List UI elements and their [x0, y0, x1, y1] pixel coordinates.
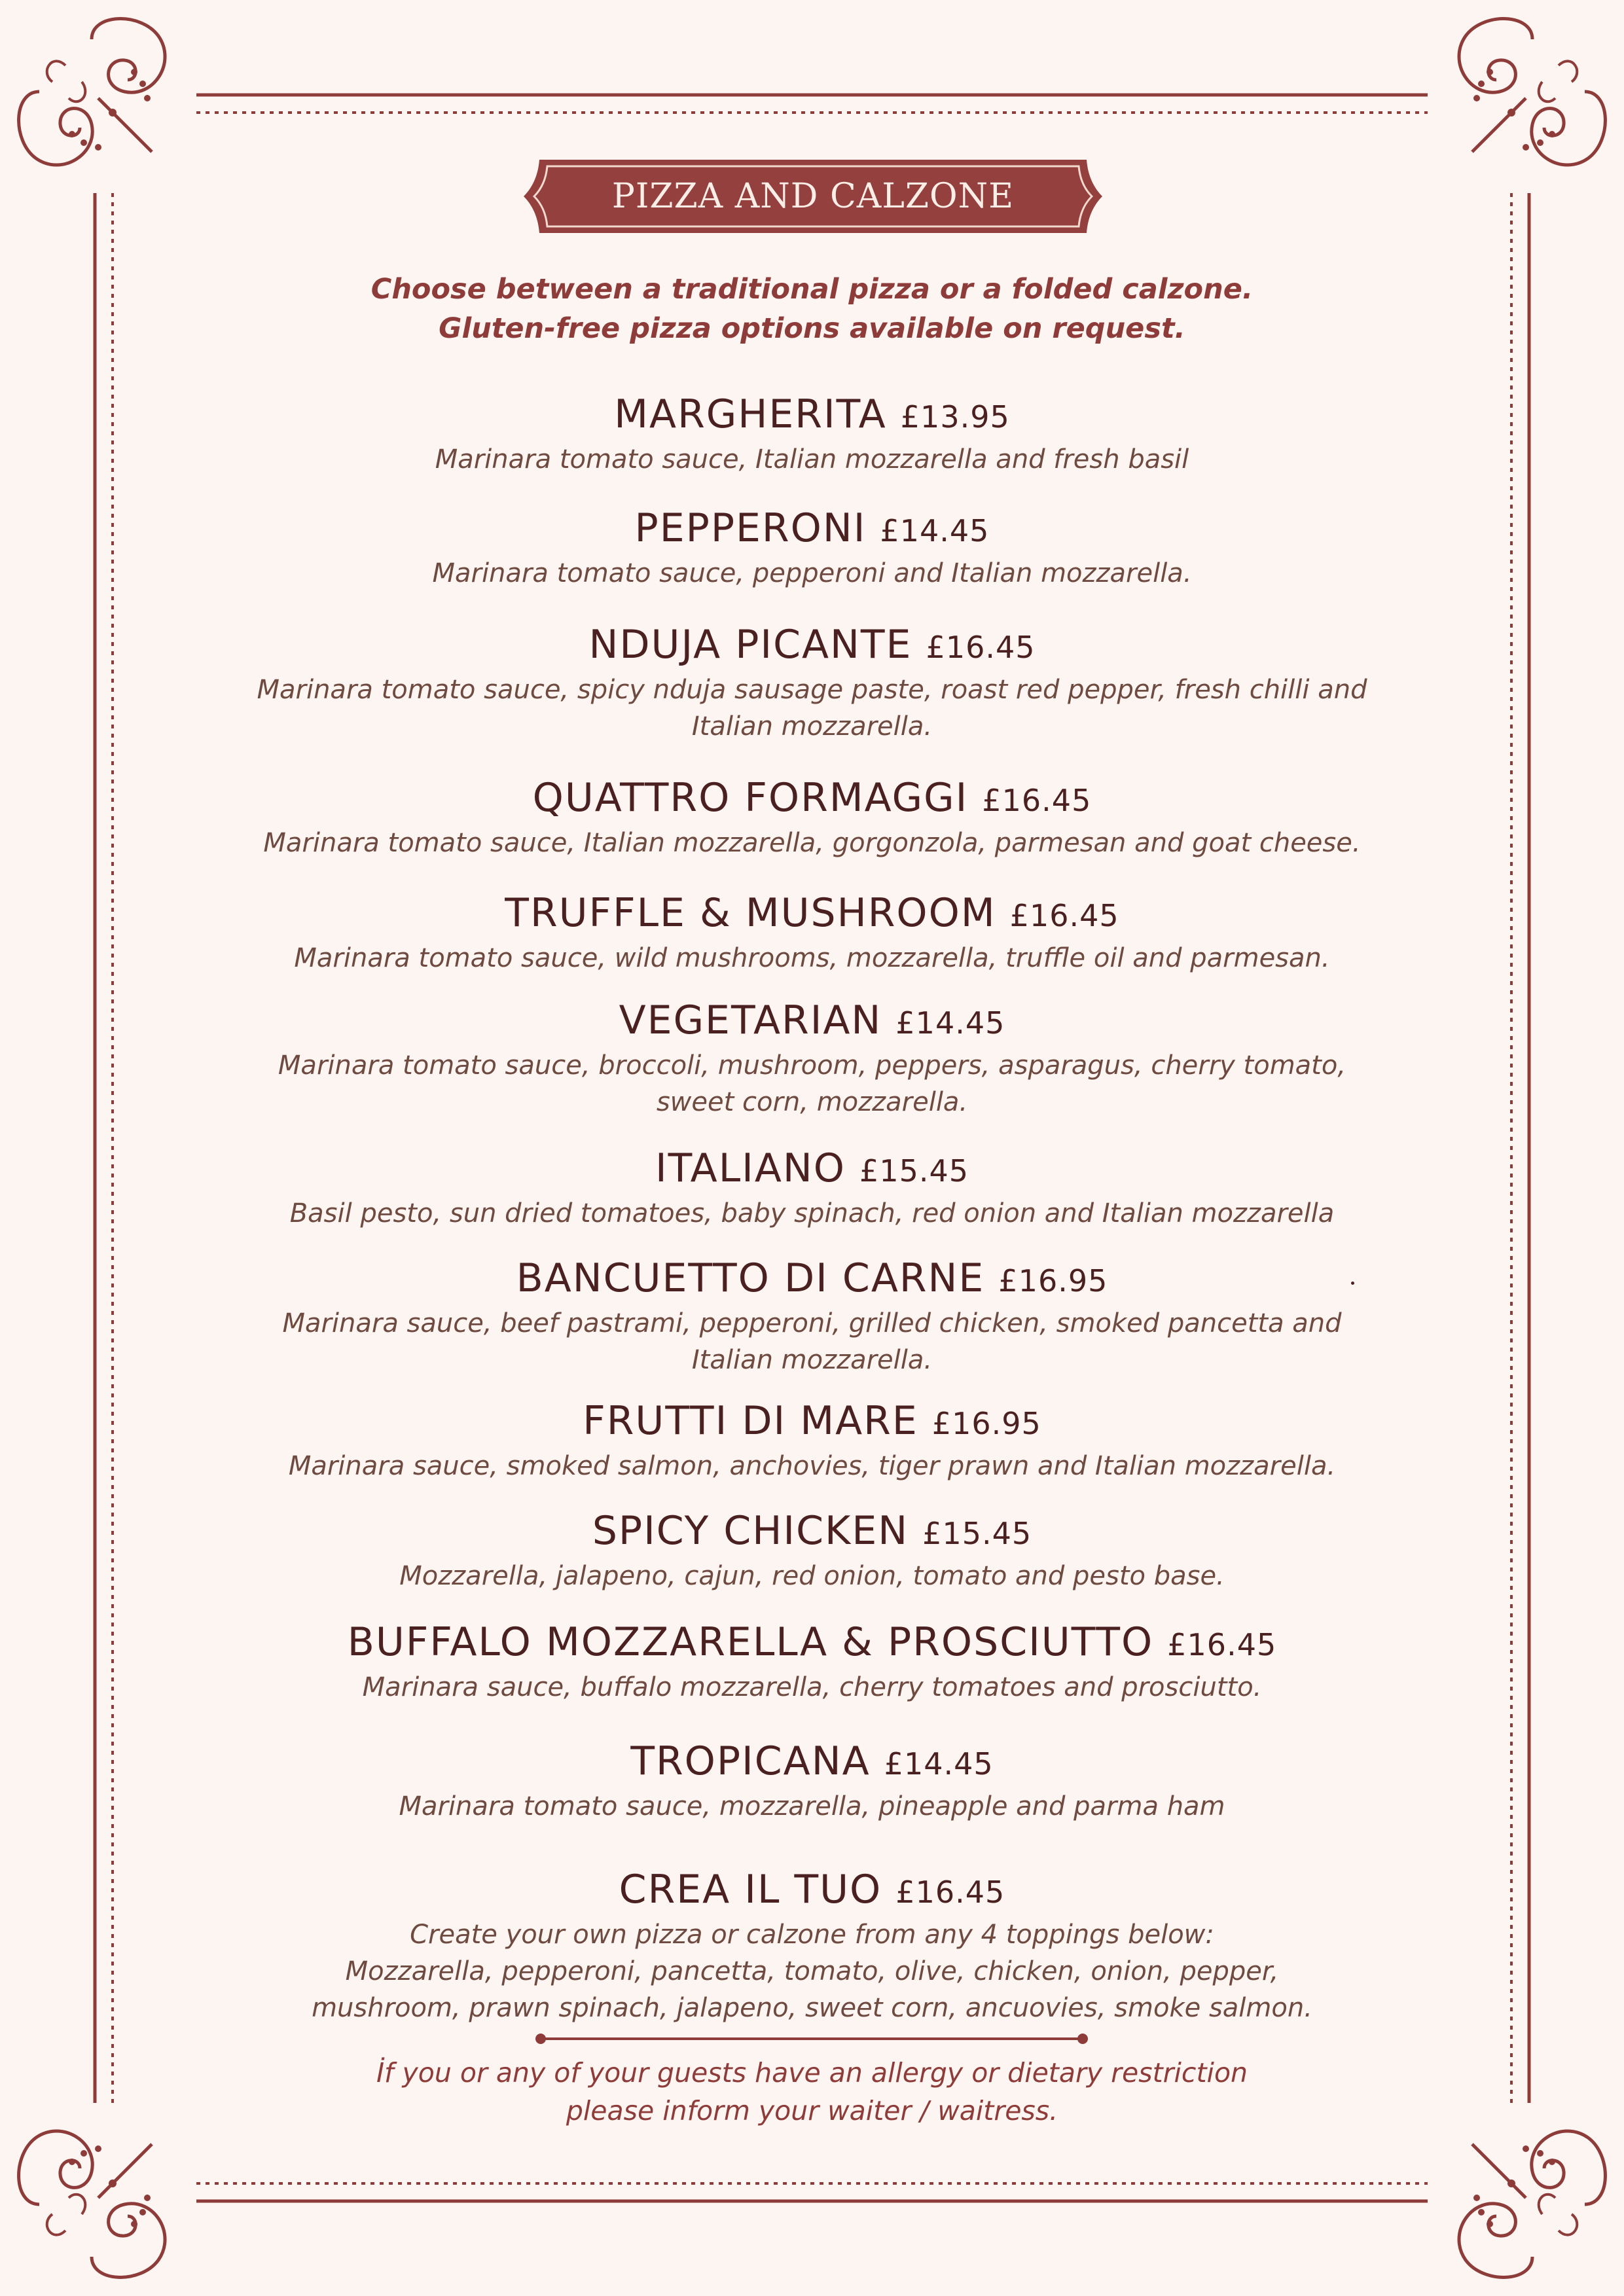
menu-item-heading — [196, 1737, 1428, 1788]
menu-item-heading — [196, 889, 1428, 940]
intro-line: Gluten-free pizza options available on request. — [439, 312, 1185, 345]
menu-item-price: £14.45 — [895, 1005, 1005, 1041]
section-title: PIZZA AND CALZONE — [611, 177, 1015, 216]
menu-item-description: Mozzarella, pepperoni, pancetta, tomato, olive, chicken, onion, pepper, — [345, 1956, 1279, 1986]
menu-item-price: £16.95 — [998, 1263, 1108, 1299]
section-divider — [533, 2032, 1091, 2046]
menu-item-description: Marinara sauce, beef pastrami, pepperoni, grilled chicken, smoked pancetta and — [282, 1308, 1342, 1338]
menu-item-heading — [196, 620, 1428, 672]
menu-item — [196, 996, 1428, 1121]
menu-item — [196, 620, 1428, 745]
menu-item-description: Mozzarella, jalapeno, cajun, red onion, tomato and pesto base. — [399, 1561, 1225, 1591]
menu-item-description: Marinara tomato sauce, broccoli, mushroom, peppers, asparagus, cherry tomato, — [278, 1050, 1346, 1081]
menu-item — [196, 1737, 1428, 1825]
menu-item-description: Basil pesto, sun dried tomatoes, baby spinach, red onion and Italian mozzarella — [289, 1198, 1335, 1229]
menu-item — [196, 1618, 1428, 1706]
menu-item-name: PEPPERONI — [634, 505, 867, 551]
menu-item-description: Marinara tomato sauce, Italian mozzarella, gorgonzola, parmesan and goat cheese. — [263, 828, 1361, 858]
menu-item-name: BUFFALO MOZZARELLA & PROSCIUTTO — [347, 1619, 1168, 1665]
menu-item — [196, 1507, 1428, 1594]
intro-text — [196, 270, 1428, 348]
menu-item — [196, 504, 1428, 592]
menu-item-name: TROPICANA — [630, 1738, 871, 1784]
menu-item-name: BANCUETTO DI CARNE — [516, 1255, 985, 1301]
menu-item-heading — [196, 1254, 1428, 1305]
menu-item-heading — [196, 504, 1428, 555]
menu-item-price: £16.45 — [982, 783, 1092, 818]
menu-item-name: NDUJA PICANTE — [588, 622, 912, 668]
menu-item-heading — [196, 774, 1428, 825]
menu-item-description: sweet corn, mozzarella. — [656, 1087, 968, 1117]
menu-item-price: £16.45 — [895, 1874, 1005, 1910]
menu-item-price: £16.95 — [931, 1406, 1041, 1441]
menu-item-name: TRUFFLE & MUSHROOM — [505, 890, 996, 936]
menu-item-name: ITALIANO — [655, 1145, 846, 1191]
menu-item-description: Marinara sauce, smoked salmon, anchovies, tiger prawn and Italian mozzarella. — [288, 1451, 1336, 1481]
menu-item-price: £13.95 — [900, 399, 1010, 435]
allergy-line: İf you or any of your guests have an allergy or dietary restriction — [376, 2057, 1248, 2089]
menu-item-price: £16.45 — [1167, 1627, 1277, 1662]
menu-item-name: MARGHERITA — [614, 391, 887, 437]
intro-line: Choose between a traditional pizza or a folded calzone. — [370, 273, 1254, 306]
menu-item-create-your-own — [196, 1865, 1428, 2026]
menu-item-description: Marinara tomato sauce, Italian mozzarella and fresh basil — [435, 444, 1189, 475]
menu-item-description: Marinara tomato sauce, spicy nduja sausage paste, roast red pepper, fresh chilli and — [257, 675, 1367, 705]
menu-item-price: £14.45 — [884, 1746, 994, 1782]
menu-item-name: QUATTRO FORMAGGI — [532, 775, 969, 821]
menu-item-name: CREA IL TUO — [619, 1867, 882, 1912]
menu-item — [196, 1254, 1428, 1378]
menu-item — [196, 1397, 1428, 1484]
menu-item-description: Marinara sauce, buffalo mozzarella, cherry tomatoes and prosciutto. — [362, 1672, 1262, 1702]
corner-ornament-bottom-right — [1459, 2131, 1605, 2277]
menu-item-description: Italian mozzarella. — [691, 711, 933, 742]
menu-item-heading — [196, 1865, 1428, 1916]
section-header-banner — [520, 154, 1106, 238]
menu-item-name: VEGETARIAN — [619, 997, 882, 1043]
menu-item-heading — [196, 1397, 1428, 1448]
menu-item-price: £15.45 — [859, 1153, 969, 1189]
menu-item-price: £15.45 — [922, 1516, 1032, 1551]
menu-item-description: mushroom, prawn spinach, jalapeno, sweet corn, ancuovies, smoke salmon. — [312, 1993, 1312, 2023]
menu-item-heading — [196, 996, 1428, 1047]
menu-item-description: Create your own pizza or calzone from any 4 toppings below: — [410, 1920, 1214, 1950]
menu-item-heading — [196, 1507, 1428, 1558]
menu-item-description: Marinara tomato sauce, wild mushrooms, mozzarella, truffle oil and parmesan. — [294, 943, 1330, 973]
menu-item-description: Italian mozzarella. — [691, 1345, 933, 1375]
corner-ornament-top-right — [1459, 19, 1605, 165]
allergy-line: please inform your waiter / waitress. — [566, 2095, 1058, 2126]
menu-item — [196, 889, 1428, 977]
menu-item-price: £16.45 — [1009, 898, 1119, 933]
corner-ornament-top-left — [19, 19, 165, 165]
corner-ornament-bottom-left — [19, 2131, 165, 2277]
decorative-dot — [1351, 1282, 1354, 1285]
menu-item — [196, 390, 1428, 478]
menu-item-heading — [196, 1144, 1428, 1195]
allergy-notice — [196, 2054, 1428, 2130]
menu-item-heading — [196, 390, 1428, 441]
menu-item — [196, 1144, 1428, 1232]
menu-item-price: £14.45 — [880, 513, 990, 548]
menu-item-name: SPICY CHICKEN — [592, 1508, 909, 1554]
menu-item — [196, 774, 1428, 861]
menu-item-description: Marinara tomato sauce, pepperoni and Italian mozzarella. — [432, 558, 1192, 588]
menu-item-description: Marinara tomato sauce, mozzarella, pineapple and parma ham — [399, 1791, 1225, 1821]
menu-item-price: £16.45 — [926, 630, 1036, 665]
menu-item-name: FRUTTI DI MARE — [583, 1398, 918, 1444]
menu-item-heading — [196, 1618, 1428, 1669]
